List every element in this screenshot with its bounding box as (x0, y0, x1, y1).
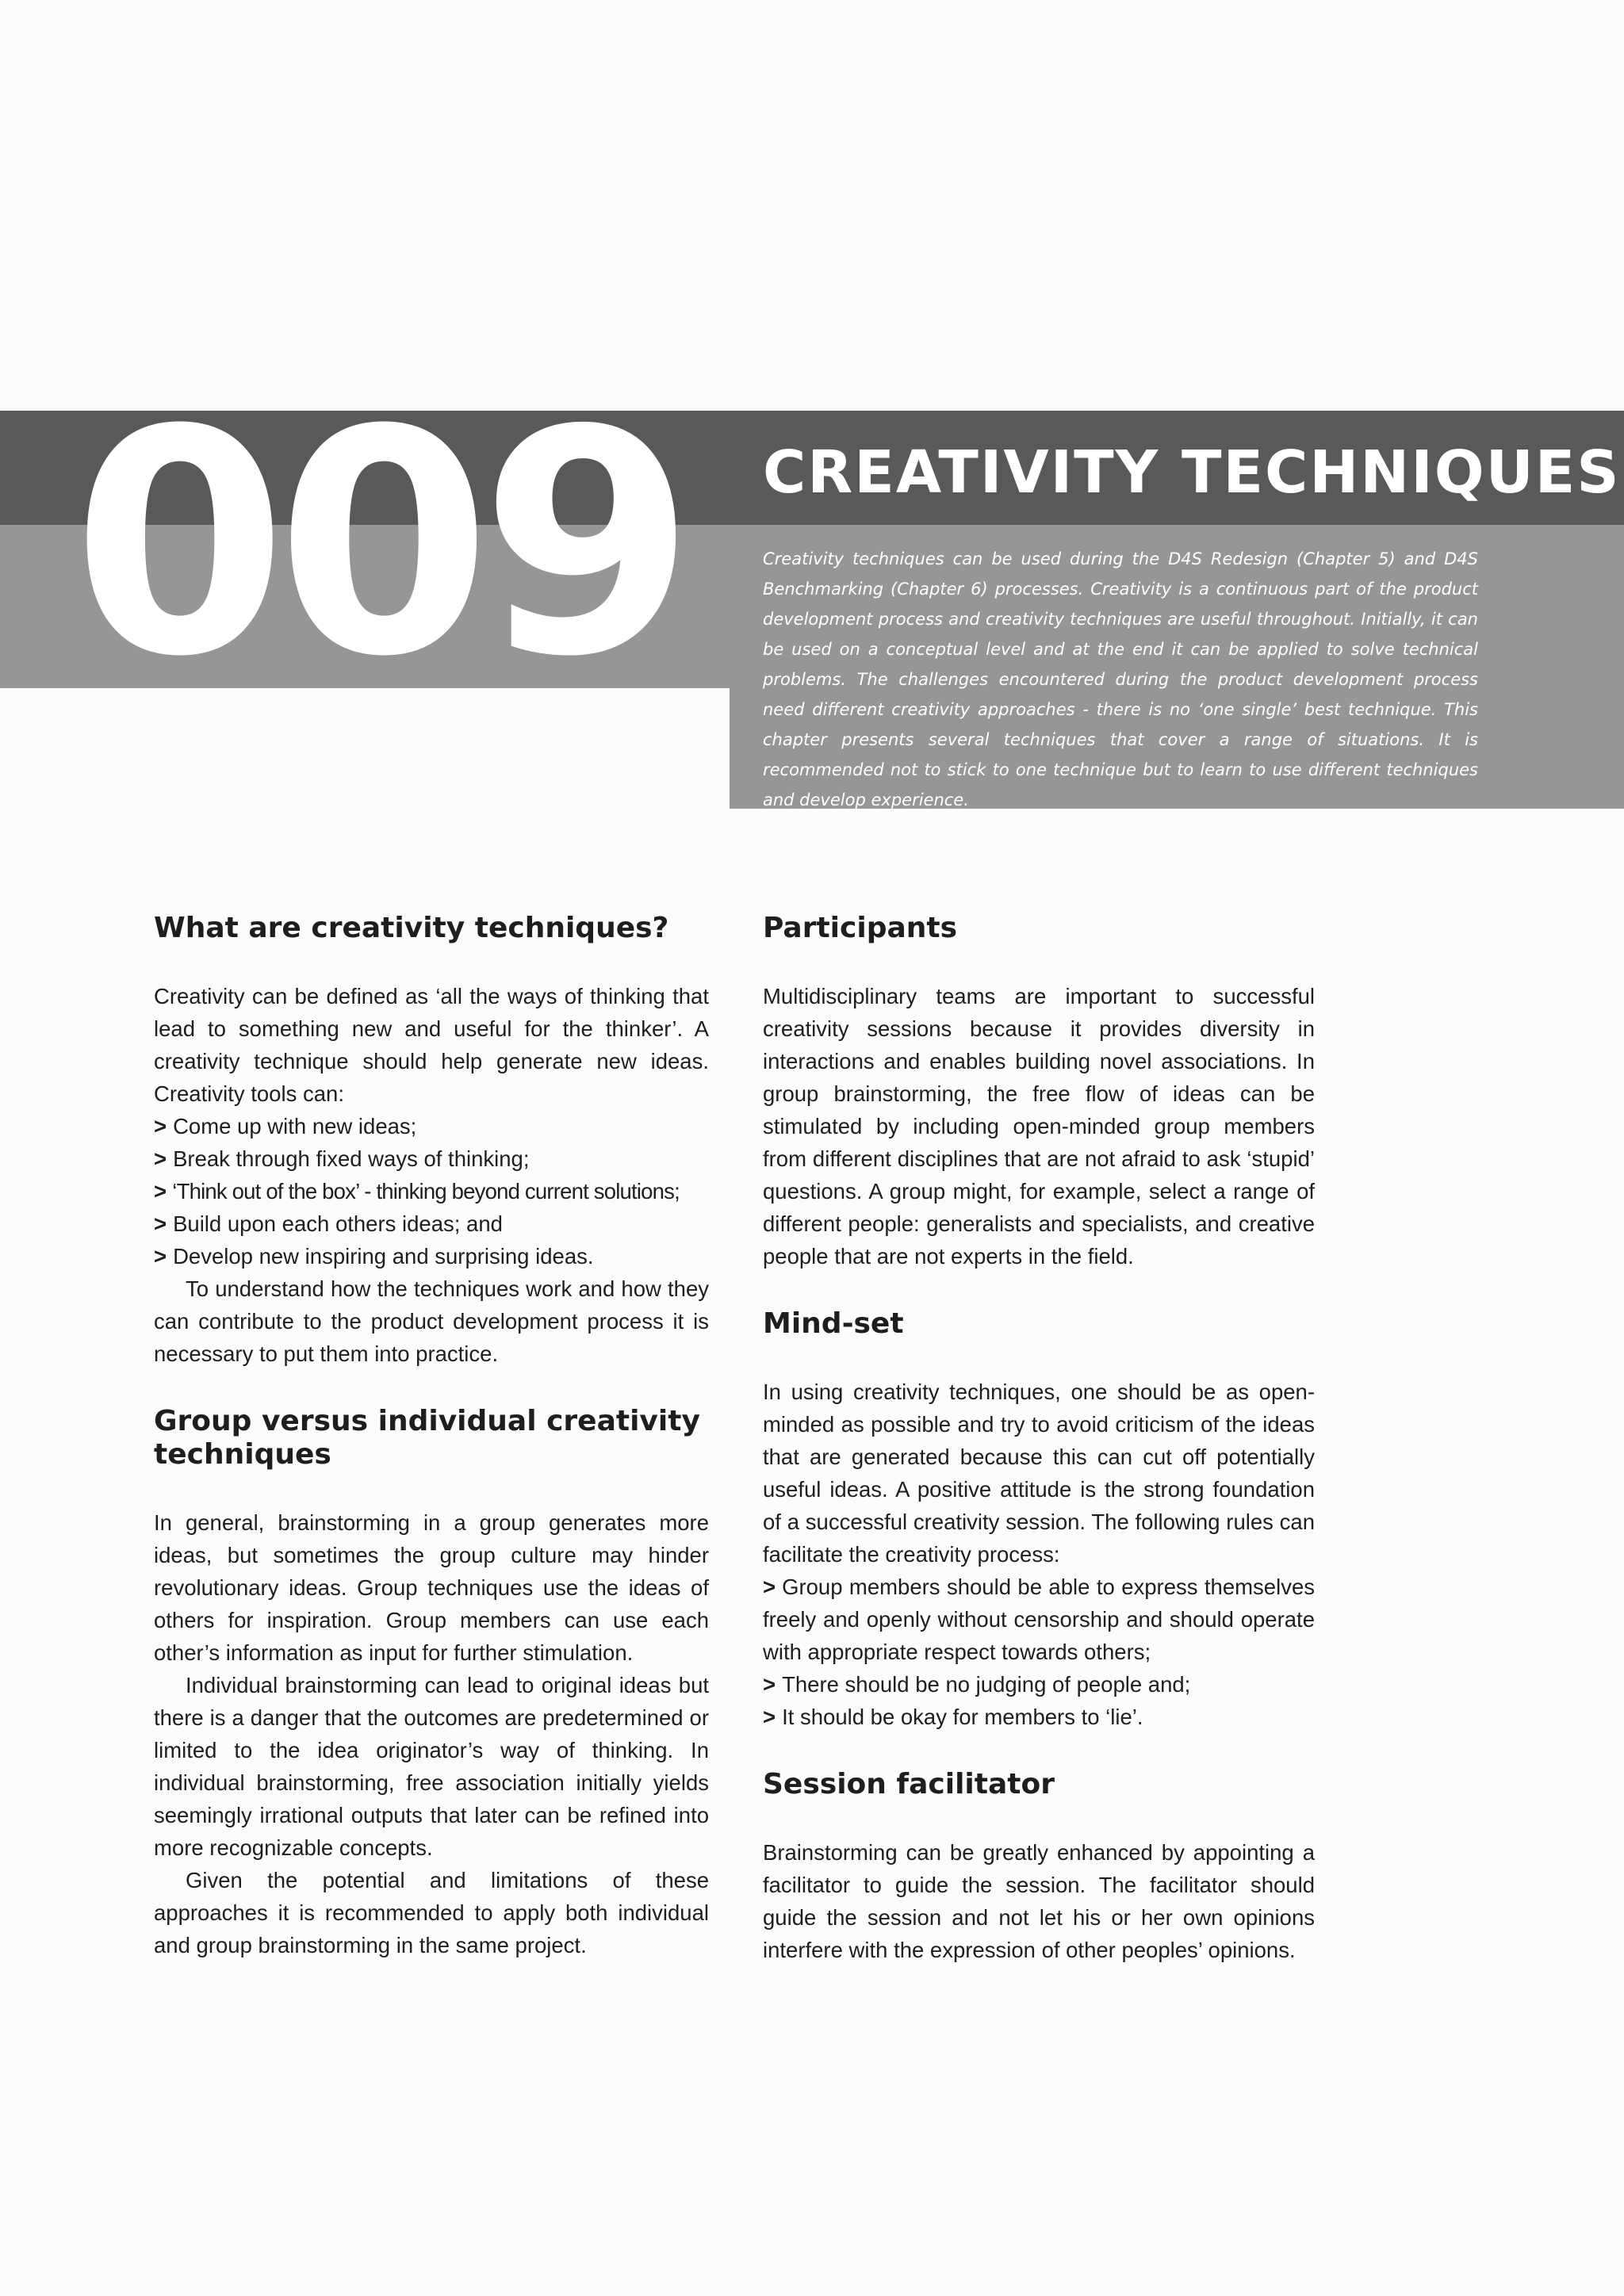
list-item (154, 1207, 709, 1240)
bullet-list (154, 1110, 709, 1272)
list-item (154, 1175, 709, 1207)
list-item (154, 1240, 709, 1272)
section-heading: Group versus individual creativity techniques (154, 1405, 700, 1471)
chapter-intro: Creativity techniques can be used during the D4S Redesign (Chapter 5) and D4S Benchmarking (Chapter 6) processes. Creativity is a continuous part of the product development process and creativity techniques are useful throughout. Initially, it can be used on a conceptual level and at the end it can be applied to solve technical problems. The challenges encountered during the product development process need different creativity approaches - there is no ‘one single’ best technique. This chapter presents several techniques that cover a range of situations. It is recommended not to stick to one technique but to learn to use different techniques and develop experience. (763, 549, 1478, 809)
section-heading: What are creativity techniques? (154, 912, 669, 944)
list-item-text: Come up with new ideas; (173, 1114, 417, 1138)
paragraph: To understand how the techniques work and how they can contribute to the product development process it is necessary to put them into practice. (154, 1276, 709, 1366)
paragraph: Multidisciplinary teams are important to successful creativity sessions because it provides diversity in interactions and enables building novel associations. In group brainstorming, the free flow of ideas can be stimulated by including open-minded group members from different disciplines that are not afraid to ask ‘stupid’ questions. A group might, for example, select a range of different people: generalists and specialists, and creative people that are not experts in the field. (763, 984, 1315, 1269)
paragraph: In general, brainstorming in a group generates more ideas, but sometimes the group culture may hinder revolutionary ideas. Group techniques use the ideas of others for inspiration. Group members can use each other’s information as input for further stimulation. (154, 1510, 709, 1665)
paragraph: Creativity can be defined as ‘all the ways of thinking that lead to something new and useful for the thinker’. A creativity technique should help generate new ideas. Creativity tools can: (154, 984, 709, 1106)
paragraph: Individual brainstorming can lead to original ideas but there is a danger that the outcomes are predetermined or limited to the idea originator’s way of thinking. In individual brainstorming, free association initially yields seemingly irrational outputs that later can be refined into more recognizable concepts. (154, 1673, 709, 1860)
paragraph: Brainstorming can be greatly enhanced by appointing a facilitator to guide the session. The facilitator should guide the session and not let his or her own opinions interfere with the expression of other peoples’ opinions. (763, 1840, 1315, 1962)
section-participants (763, 912, 1315, 1272)
bullet-marker: > (763, 1672, 776, 1697)
list-item-text: There should be no judging of people and; (782, 1672, 1191, 1697)
bullet-marker: > (763, 1575, 776, 1599)
section-heading: Mind-set (763, 1307, 904, 1340)
bullet-list (763, 1571, 1315, 1733)
bullet-marker: > (154, 1211, 167, 1236)
section-what-are-creativity-techniques (154, 912, 709, 1370)
section-heading: Participants (763, 912, 958, 944)
section-group-versus-individual (154, 1405, 709, 1961)
bullet-marker: > (763, 1705, 776, 1729)
list-item (763, 1571, 1315, 1668)
chapter-title: CREATIVITY TECHNIQUES (763, 438, 1621, 507)
list-item-text: Develop new inspiring and surprising ideas. (173, 1244, 594, 1269)
left-column (154, 912, 709, 1961)
list-item (763, 1668, 1315, 1701)
section-mind-set (763, 1307, 1315, 1733)
bullet-marker: > (154, 1114, 167, 1138)
list-item (154, 1110, 709, 1142)
chapter-number: 009 (71, 377, 685, 724)
list-item-text: Build upon each others ideas; and (173, 1211, 503, 1236)
paragraph: In using creativity techniques, one should be as open-minded as possible and try to avoid criticism of the ideas that are generated because this can cut off potentially useful ideas. A positive attitude is the strong foundation of a successful creativity session. The following rules can facilitate the creativity process: (763, 1380, 1315, 1567)
bullet-marker: > (154, 1179, 167, 1203)
paragraph: Given the potential and limitations of these approaches it is recommended to apply both individual and group brainstorming in the same project. (154, 1868, 709, 1957)
bullet-marker: > (154, 1244, 167, 1269)
list-item-text: It should be okay for members to ‘lie’. (782, 1705, 1143, 1729)
list-item-text: Group members should be able to express themselves freely and openly without censorship and should operate with appropriate respect towards others; (763, 1575, 1315, 1664)
list-item (154, 1142, 709, 1175)
right-column (763, 912, 1315, 1966)
chapter-number-graphic (41, 377, 715, 734)
list-item (763, 1701, 1315, 1733)
list-item-text: Break through fixed ways of thinking; (173, 1146, 530, 1171)
bullet-marker: > (154, 1146, 167, 1171)
section-session-facilitator (763, 1768, 1315, 1966)
list-item-text: ‘Think out of the box’ - thinking beyond current solutions; (172, 1179, 680, 1203)
section-heading: Session facilitator (763, 1768, 1055, 1800)
